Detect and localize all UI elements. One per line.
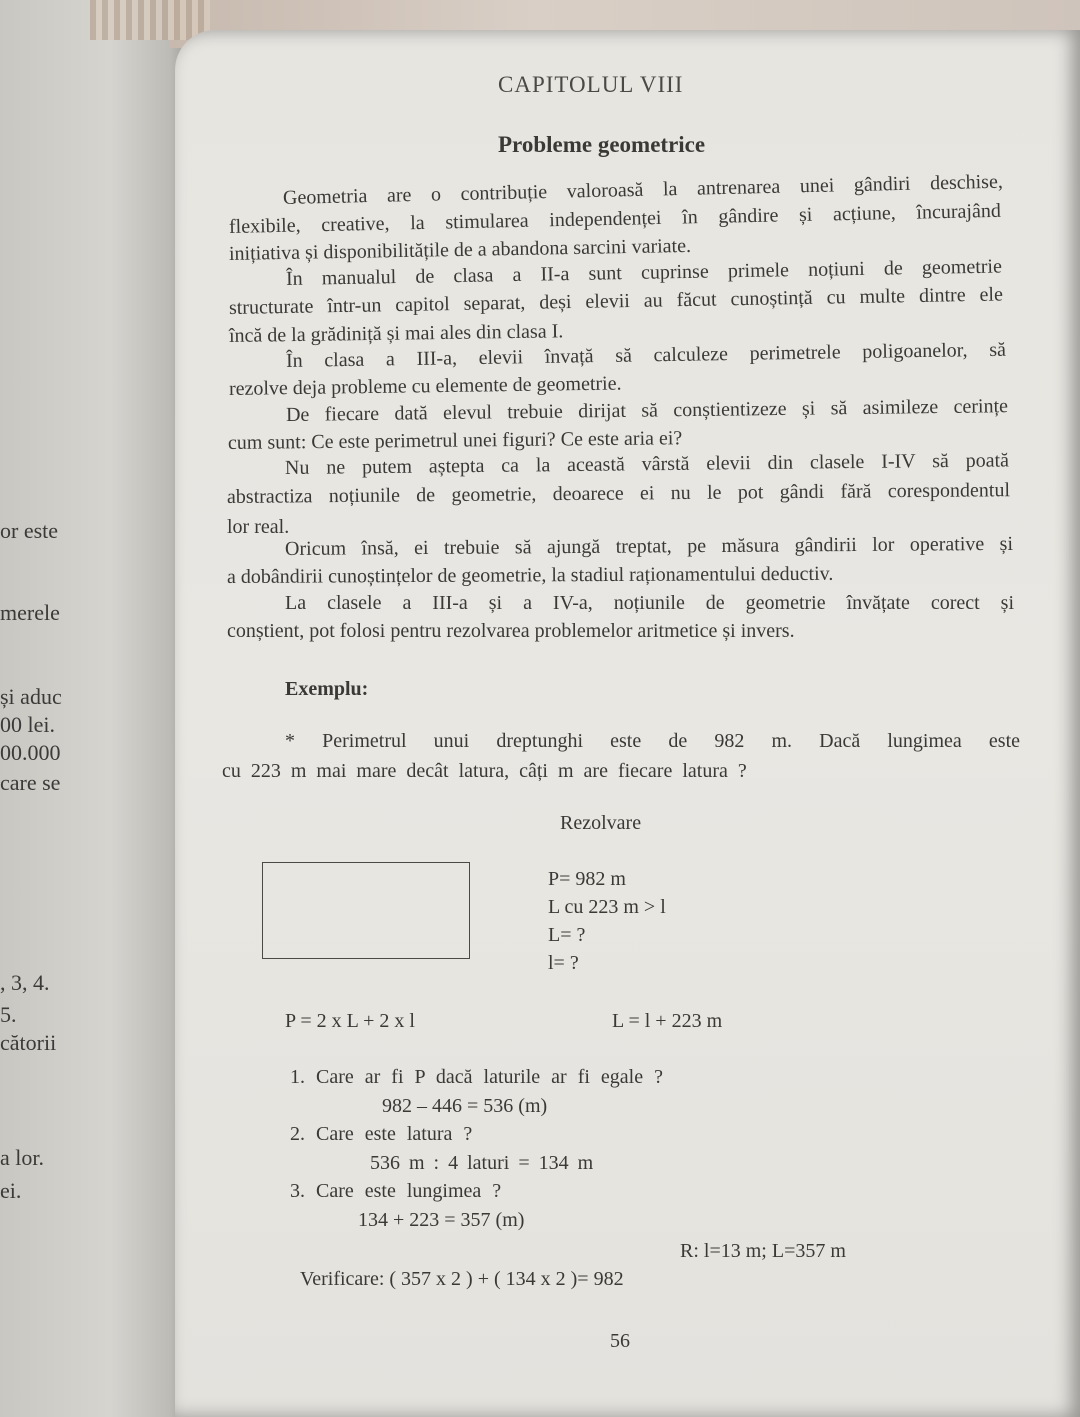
paragraph-line: În clasa a III-a, elevii învață să calculeze perimetrele poligoanelor, să xyxy=(285,338,1007,372)
answer-line: R: l=13 m; L=357 m xyxy=(680,1240,846,1262)
left-page-line: a lor. xyxy=(0,1145,44,1170)
left-page-line: care se xyxy=(0,770,61,795)
given-line: l= ? xyxy=(548,952,579,974)
step-question: 3. Care este lungimea ? xyxy=(290,1180,502,1202)
paragraph-line: Geometria are o contribuție valoroasă la antrenarea unei gândiri deschise, xyxy=(282,170,1004,209)
paragraph-line: conștient, pot folosi pentru rezolvarea problemelor aritmetice și invers. xyxy=(227,620,795,642)
page-number: 56 xyxy=(610,1330,630,1352)
chapter-heading: CAPITOLUL VIII xyxy=(498,72,684,97)
paragraph-line: La clasele a III-a și a IV-a, noțiunile de geometrie învățate corect și xyxy=(285,592,1014,614)
perimeter-formula: P = 2 x L + 2 x l xyxy=(285,1010,415,1032)
given-line: L= ? xyxy=(548,924,586,946)
background-pattern xyxy=(90,0,210,40)
left-page xyxy=(0,0,200,1417)
rectangle-figure xyxy=(262,862,470,959)
paragraph-line: De fiecare dată elevul trebuie dirijat să conștientizeze și să asimileze cerințe xyxy=(285,395,1009,426)
left-page-line: or este xyxy=(0,518,59,543)
paragraph-line: În manualul de clasa a II-a sunt cuprinse primele noțiuni de geometrie xyxy=(285,255,1003,290)
left-page-line: ei. xyxy=(0,1178,22,1203)
given-line: P= 982 m xyxy=(548,868,626,890)
paragraph-line: flexibile, creative, la stimularea independenței în gândire și acțiune, încurajând xyxy=(228,199,1002,238)
length-formula: L = l + 223 m xyxy=(612,1010,723,1032)
left-page-line: 00.000 xyxy=(0,740,61,765)
problem-line: * Perimetrul unui dreptunghi este de 982 m. Dacă lungimea este xyxy=(285,730,1020,752)
step-question: 1. Care ar fi P dacă laturile ar fi egale ? xyxy=(290,1066,663,1088)
paragraph-line: Nu ne putem aștepta ca la această vârstă elevii din clasele I-IV să poată xyxy=(284,449,1010,479)
paragraph-line: Oricum însă, ei trebuie să ajungă treptat, pe măsura gândirii lor operative și xyxy=(284,532,1014,560)
paragraph-line: rezolve deja probleme cu elemente de geometrie. xyxy=(228,372,622,400)
left-page-line: , 3, 4. xyxy=(0,970,50,995)
paragraph-line: încă de la grădiniță și mai ales din clasa I. xyxy=(228,320,564,347)
left-page-line: cătorii xyxy=(0,1030,57,1055)
paragraph-line: abstractiza noțiunile de geometrie, deoarece ei nu le pot gândi fără corespondentul xyxy=(226,479,1011,508)
step-calculation: 134 + 223 = 357 (m) xyxy=(358,1209,525,1231)
left-page-line: merele xyxy=(0,600,60,625)
step-calculation: 982 – 446 = 536 (m) xyxy=(382,1095,548,1117)
solution-label: Rezolvare xyxy=(560,812,642,834)
left-page-line: 5. xyxy=(0,1002,17,1027)
paragraph-line: lor real. xyxy=(227,516,290,538)
paragraph-line: structurate într-un capitol separat, deși elevii au făcut cunoștință cu multe dintre ele xyxy=(228,283,1004,319)
paragraph-line: inițiativa și disponibilitățile de a abandona sarcini variate. xyxy=(228,234,692,265)
page-title: Probleme geometrice xyxy=(498,132,706,157)
paragraph-line: a dobândirii cunoștințelor de geometrie, la stadiul raționamentului deductiv. xyxy=(226,562,834,588)
left-page-line: 00 lei. xyxy=(0,712,55,737)
step-calculation: 536 m : 4 laturi = 134 m xyxy=(370,1152,594,1174)
paragraph-line: cum sunt: Ce este perimetrul unei figuri? Ce este aria ei? xyxy=(227,427,683,454)
step-question: 2. Care este latura ? xyxy=(290,1123,473,1145)
left-page-line: și aduc xyxy=(0,684,62,709)
example-label: Exemplu: xyxy=(285,678,369,700)
given-line: L cu 223 m > l xyxy=(548,896,666,918)
problem-line: cu 223 m mai mare decât latura, câți m are fiecare latura ? xyxy=(222,760,747,782)
verification-line: Verificare: ( 357 x 2 ) + ( 134 x 2 )= 982 xyxy=(300,1268,624,1290)
